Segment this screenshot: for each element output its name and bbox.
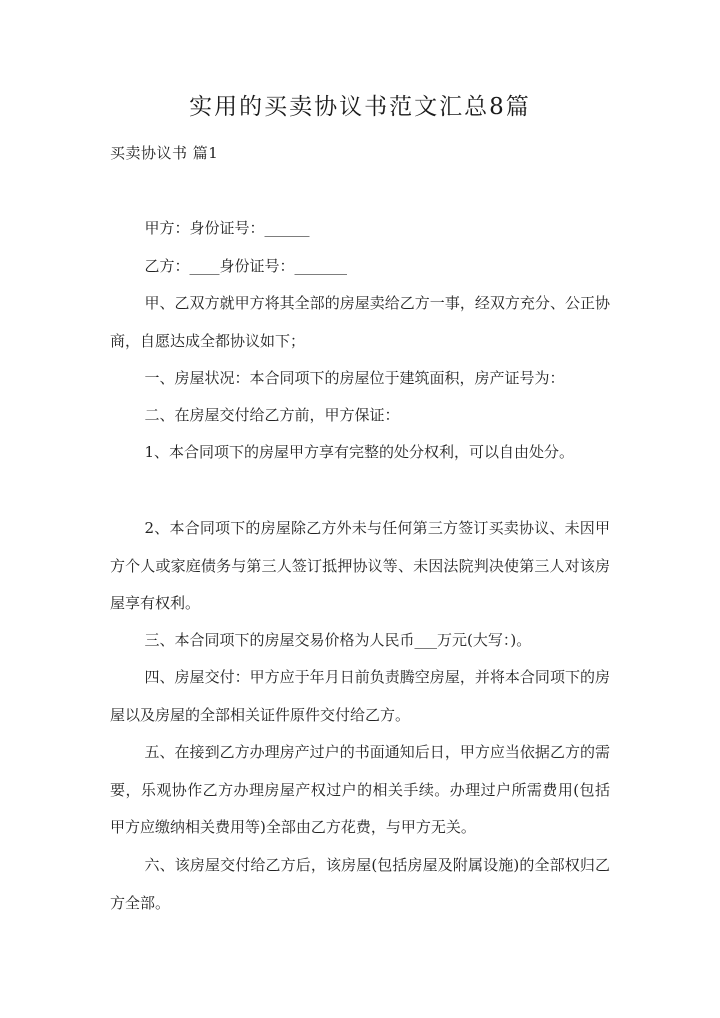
paragraph-intro: 甲、乙双方就甲方将其全部的房屋卖给乙方一事，经双方充分、公正协商，自愿达成全都协议如下； <box>110 294 610 350</box>
paragraph-party-a: 甲方：身份证号：______ <box>144 219 310 237</box>
paragraph-clause-3: 三、本合同项下的房屋交易价格为人民币___万元(大写：)。 <box>144 631 532 649</box>
paragraph-clause-6: 六、该房屋交付给乙方后，该房屋(包括房屋及附属设施)的全部权归乙方全部。 <box>110 856 610 912</box>
paragraph-clause-2: 二、在房屋交付给乙方前，甲方保证： <box>144 406 400 424</box>
paragraph-clause-5: 五、在接到乙方办理房产过户的书面通知后日，甲方应当依据乙方的需要，乐观协作乙方办理房屋产权过户的相关手续。办理过户所需费用(包括甲方应缴纳相关费用等)全部由乙方花费，与甲方无关。 <box>110 743 610 836</box>
paragraph-party-b: 乙方：____身份证号：_______ <box>144 257 348 275</box>
paragraph-clause-4: 四、房屋交付：甲方应于年月日前负责腾空房屋，并将本合同项下的房屋以及房屋的全部相关证件原件交付给乙方。 <box>110 668 610 724</box>
paragraph-clause-2-item-1: 1、本合同项下的房屋甲方享有完整的处分权利，可以自由处分。 <box>144 443 575 461</box>
paragraph-clause-1: 一、房屋状况：本合同项下的房屋位于建筑面积，房产证号为： <box>144 369 565 387</box>
document-title: 实用的买卖协议书范文汇总8篇 <box>189 94 531 120</box>
paragraph-clause-2-item-2: 2、本合同项下的房屋除乙方外未与任何第三方签订买卖协议、未因甲方个人或家庭债务与第三人签订抵押协议等、未因法院判决使第三人对该房屋享有权利。 <box>110 519 610 612</box>
section-heading: 买卖协议书 篇1 <box>110 144 219 162</box>
